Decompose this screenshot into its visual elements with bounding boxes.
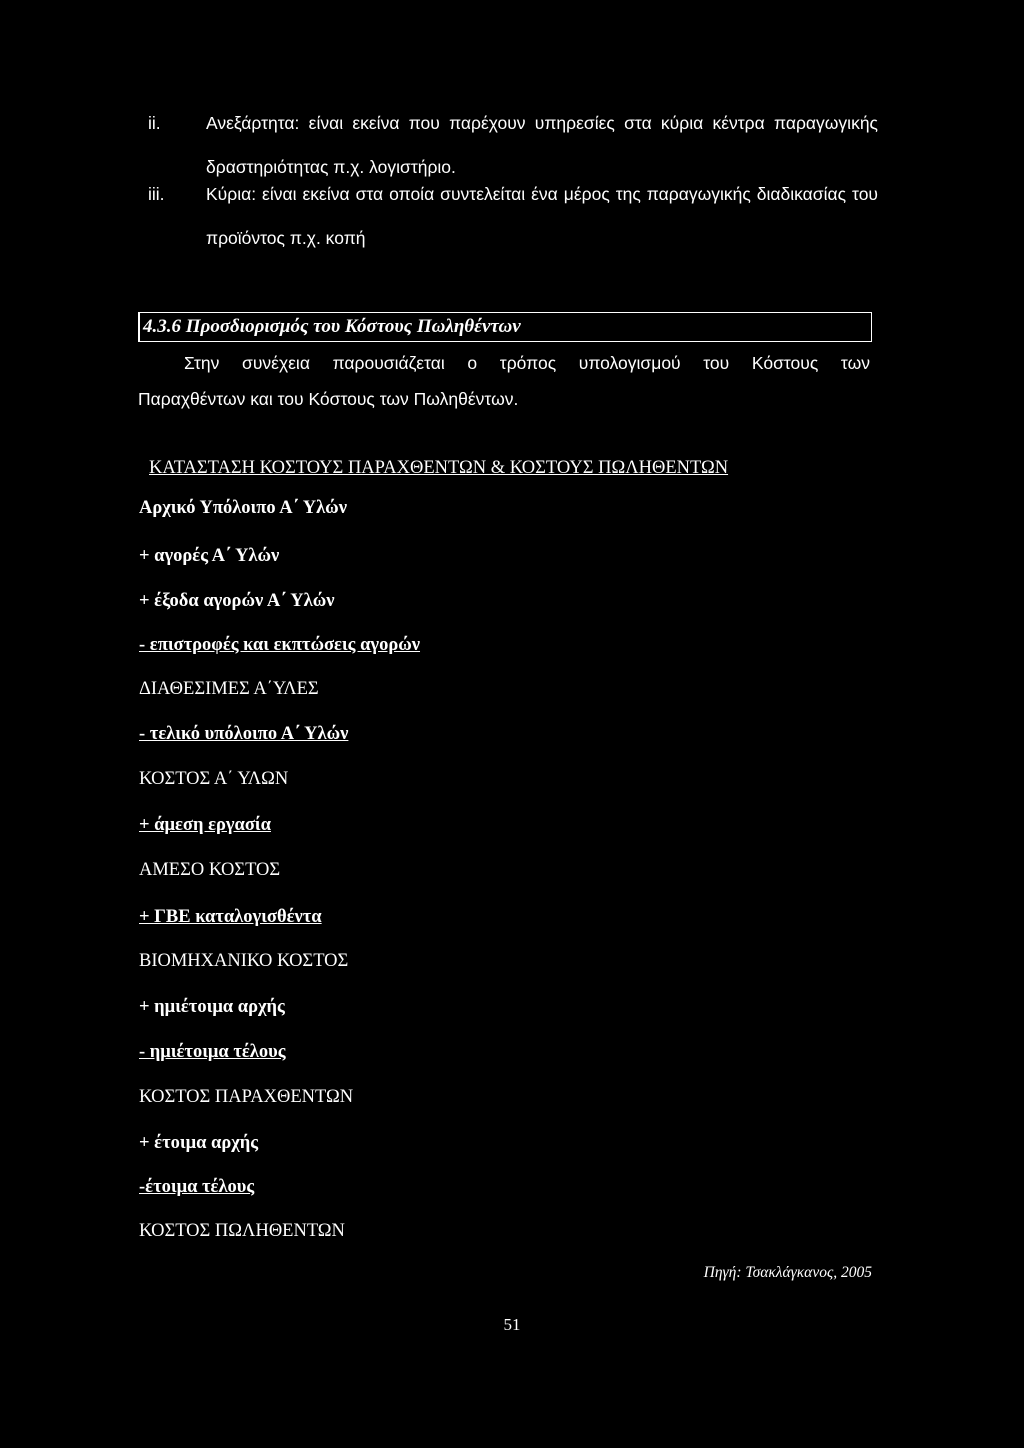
- statement-line-cost-of-goods-sold: ΚΟΣΤΟΣ ΠΩΛΗΘΕΝΤΩΝ: [139, 1221, 345, 1241]
- list-item-text: Κύρια: είναι εκείνα στα οποία συντελείται ένα μέρος της παραγωγικής διαδικασίας του προϊόντος π.χ. κοπή: [206, 184, 878, 248]
- statement-line-cost-of-goods-manufactured: ΚΟΣΤΟΣ ΠΑΡΑΧΘΕΝΤΩΝ: [139, 1087, 354, 1107]
- list-item-text: Ανεξάρτητα: είναι εκείνα που παρέχουν υπηρεσίες στα κύρια κέντρα παραγωγικής δραστηριότητας π.χ. λογιστήριο.: [206, 113, 878, 177]
- intro-line-1: Στην συνέχεια παρουσιάζεται ο τρόπος υπολογισμού του Κόστους των: [184, 353, 870, 373]
- list-item-iii: [148, 172, 878, 260]
- statement-line-available-raw-materials: ΔΙΑΘΕΣΙΜΕΣ Α΄ΥΛΕΣ: [139, 679, 319, 699]
- statement-line-closing-raw-materials: - τελικό υπόλοιπο Α΄ Υλών: [139, 724, 349, 744]
- list-item-number: ii.: [148, 113, 161, 133]
- statement-line-closing-wip: - ημιέτοιμα τέλους: [139, 1042, 286, 1062]
- list-item-number: iii.: [148, 184, 165, 204]
- section-heading: 4.3.6 Προσδιορισμός του Κόστους Πωληθέντων: [138, 312, 872, 342]
- intro-paragraph: [138, 345, 870, 417]
- source-note: Πηγή: Τσακλάγκανος, 2005: [703, 1264, 872, 1281]
- statement-line-closing-finished-goods: -έτοιμα τέλους: [139, 1177, 255, 1197]
- statement-line-opening-wip: + ημιέτοιμα αρχής: [139, 997, 285, 1017]
- statement-line-manufacturing-cost: ΒΙΟΜΗΧΑΝΙΚΟ ΚΟΣΤΟΣ: [139, 951, 349, 971]
- statement-line-opening-finished-goods: + έτοιμα αρχής: [139, 1133, 259, 1153]
- statement-line-purchases: + αγορές Α΄ Υλών: [139, 546, 280, 566]
- statement-line-opening-raw-materials: Αρχικό Υπόλοιπο Α΄ Υλών: [139, 498, 347, 518]
- statement-line-prime-cost: ΑΜΕΣΟ ΚΟΣΤΟΣ: [139, 860, 281, 880]
- statement-line-direct-labour: + άμεση εργασία: [139, 815, 271, 835]
- statement-line-overheads-allocated: + ΓΒΕ καταλογισθέντα: [139, 907, 322, 927]
- page-number: 51: [503, 1315, 521, 1334]
- statement-line-raw-materials-cost: ΚΟΣΤΟΣ Α΄ ΥΛΩΝ: [139, 769, 289, 789]
- statement-title: ΚΑΤΑΣΤΑΣΗ ΚΟΣΤΟΥΣ ΠΑΡΑΧΘΕΝΤΩΝ & ΚΟΣΤΟΥΣ ΠΩΛΗΘΕΝΤΩΝ: [149, 458, 729, 478]
- statement-line-returns-discounts: - επιστροφές και εκπτώσεις αγορών: [139, 635, 421, 655]
- statement-line-purchase-expenses: + έξοδα αγορών Α΄ Υλών: [139, 591, 335, 611]
- intro-line-2: Παραχθέντων και του Κόστους των Πωληθέντων.: [138, 389, 519, 409]
